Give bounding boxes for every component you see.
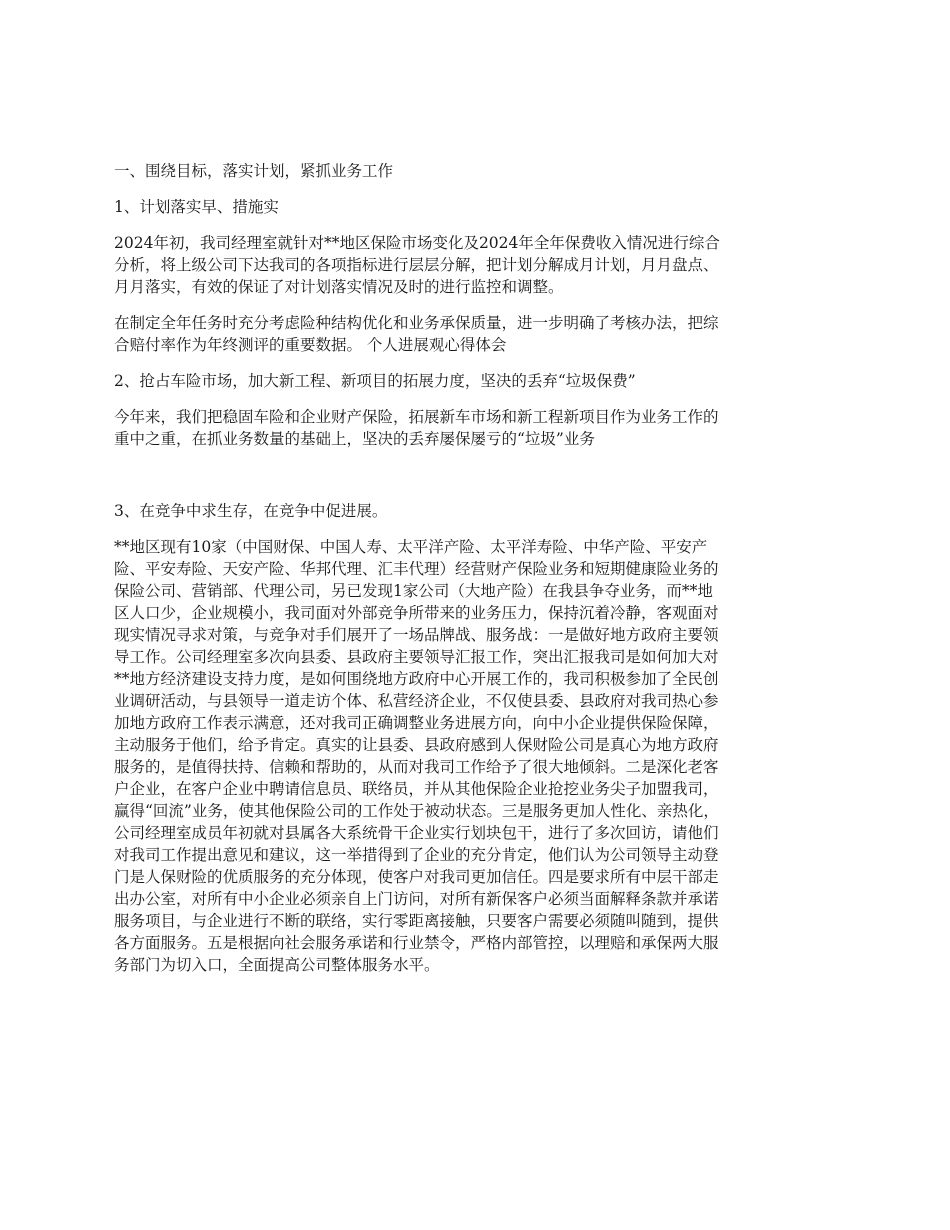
paragraph-4: **地区现有10家（中国财保、中国人寿、太平洋产险、太平洋寿险、中华产险、平安产 险、平安寿险、天安产险、华邦代理、汇丰代理）经营财产保险业务和短期健康险业务的 保险公司、营销部、代理公司，另已发现1家公司（大地产险）在我县争夺业务，而**地 区人口少，企业规模小，我司面对外部竞争所带来的业务压力，保持沉着冷静，客观面对 现实情况寻求对策，与竞争对手们展开了一场品牌战、服务战：一是做好地方政府主要领 导工作。公司经理室多次向县委、县政府主要领导汇报工作，突出汇报我司是如何加大对 **地方经济建设支持力度，是如何围绕地方政府中心开展工作的，我司积极参加了全民创 业调研活动，与县领导一道走访个体、私营经济企业，不仅使县委、县政府对我司热心参 加地方政府工作表示满意，还对我司正确调整业务进展方向，向中小企业提供保险保障， 主动服务于他们，给予肯定。真实的让县委、县政府感到人保财险公司是真心为地方政府 服务的，是值得扶持、信赖和帮助的，从而对我司工作给予了很大地倾斜。二是深化老客 户企业，在客户企业中聘请信息员、联络员，并从其他保险企业抢挖业务尖子加盟我司， 赢得“回流”业务，使其他保险公司的工作处于被动状态。三是服务更加人性化、亲热化， 公司经理室成员年初就对县属各大系统骨干企业实行划块包干，进行了多次回访，请他们 对我司工作提出意见和建议，这一举措得到了企业的充分肯定，他们认为公司领导主动登 门是人保财险的优质服务的充分体现，使客户对我司更加信任。四是要求所有中层干部走 出办公室，对所有中小企业必须亲自上门访问，对所有新保客户必须当面解释条款并承诺 服务项目，与企业进行不断的联络，实行零距离接触，只要客户需要必须随叫随到，提供 各方面服务。五是根据向社会服务承诺和行业禁令，严格内部管控，以理赔和承保两大服 务部门为切入口，全面提高公司整体服务水平。 [114, 538, 719, 974]
paragraph-3: 今年来，我们把稳固车险和企业财产保险，拓展新车市场和新工程新项目作为业务工作的 重中之重，在抓业务数量的基础上，坚决的丢弃屡保屡亏的“垃圾”业务 [114, 408, 719, 448]
section-heading: 一、围绕目标，落实计划，紧抓业务工作 [114, 162, 394, 180]
paragraph-2: 在制定全年任务时充分考虑险种结构优化和业务承保质量，进一步明确了考核办法，把综 合赔付率作为年终测评的重要数据。 个人进展观心得体会 [114, 314, 719, 354]
subsection-heading-3: 3、在竞争中求生存，在竞争中促进展。 [114, 502, 388, 520]
subsection-heading-1: 1、计划落实早、措施实 [114, 198, 279, 216]
blank-space [114, 464, 838, 500]
document-body [114, 160, 838, 990]
paragraph-1: 2024年初，我司经理室就针对**地区保险市场变化及2024年全年保费收入情况进行综合 分析，将上级公司下达我司的各项指标进行层层分解，把计划分解成月计划，月月盘点、 月月落实，有效的保证了对计划落实情况及时的进行监控和调整。 [114, 234, 720, 296]
subsection-heading-2: 2、抢占车险市场，加大新工程、新项目的拓展力度，坚决的丢弃“垃圾保费” [114, 372, 636, 390]
